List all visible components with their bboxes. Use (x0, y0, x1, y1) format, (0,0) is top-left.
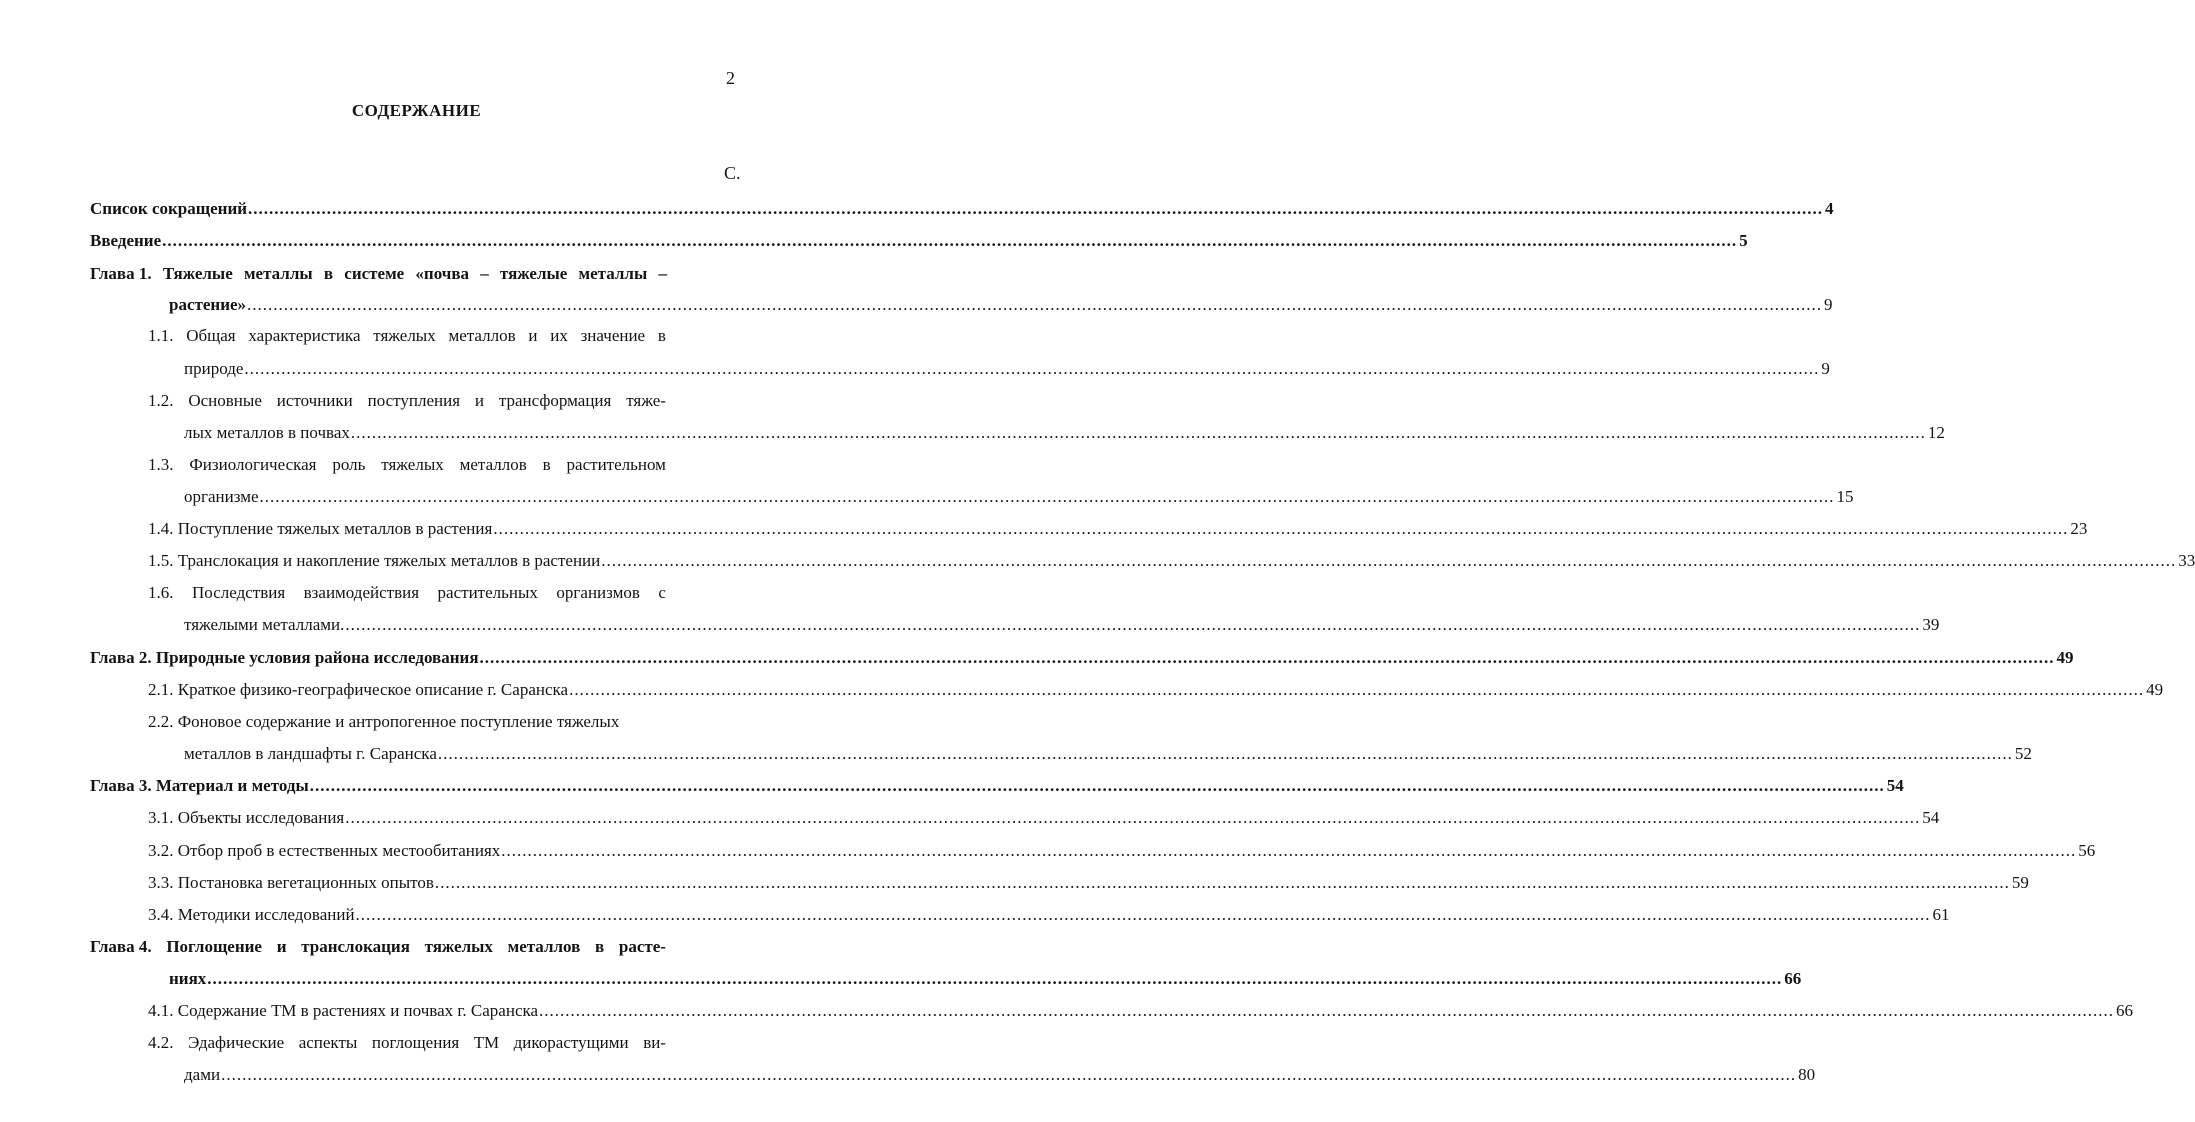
word: системе (344, 264, 405, 283)
word: дикорастущими (513, 1033, 629, 1052)
toc-entry-text: тяжелыми металлами. (184, 615, 345, 634)
toc-chapter-4-line1[interactable] (90, 936, 666, 958)
toc-section-4-2-line2[interactable] (184, 1064, 1816, 1086)
toc-entry-page: 23 (2070, 519, 2088, 538)
dot-leader: ............................................................................................................................................................................................................................................................................................................ (309, 776, 1885, 795)
toc-section-1-3-line2[interactable] (184, 486, 1854, 508)
toc-section-2-1[interactable] (148, 679, 2164, 701)
word: тяжелые (499, 264, 568, 283)
word: источники (276, 391, 353, 410)
toc-section-1-1-line1[interactable] (148, 325, 666, 347)
toc-chapter-3[interactable] (90, 775, 1904, 797)
page-column-header: С. (724, 163, 741, 183)
toc-chapter-1-line1[interactable] (90, 263, 667, 285)
toc-section-1-2-line2[interactable] (184, 422, 1945, 444)
dot-leader: ............................................................................................................................................................................................................................................................................................................ (479, 648, 2055, 667)
word: 1.6. (148, 583, 174, 602)
word: транслокация (301, 937, 410, 956)
dot-leader: ............................................................................................................................................................................................................................................................................................................ (247, 295, 1823, 314)
toc-entry-abbreviations[interactable] (90, 198, 1834, 220)
toc-entry-page: 66 (1784, 969, 1802, 988)
toc-entry-introduction[interactable] (90, 230, 1748, 252)
toc-entry-text: природе (184, 359, 244, 378)
dot-leader: ............................................................................................................................................................................................................................................................................................................ (345, 615, 1921, 634)
word: и (474, 391, 484, 410)
dot-leader: ............................................................................................................................................................................................................................................................................................................ (569, 680, 2145, 699)
word: Эдафические (188, 1033, 285, 1052)
toc-section-3-3[interactable] (148, 872, 2029, 894)
dot-leader: ............................................................................................................................................................................................................................................................................................................ (601, 551, 2177, 570)
toc-entry-page: 52 (2014, 744, 2032, 763)
toc-entry-text: 4.1. Содержание ТМ в растениях и почвах г. Саранска (148, 1001, 539, 1020)
toc-entry-text: организме (184, 487, 259, 506)
toc-entry-page: 66 (2116, 1001, 2134, 1020)
word: ви- (643, 1033, 666, 1052)
dot-leader: ............................................................................................................................................................................................................................................................................................................ (437, 744, 2013, 763)
word: Общая (186, 326, 236, 345)
toc-section-4-1[interactable] (148, 1000, 2134, 1022)
word: Физиологическая (189, 455, 317, 474)
toc-entry-text: 2.1. Краткое физико-географическое описание г. Саранска (148, 680, 569, 699)
toc-entry-text: 1.4. Поступление тяжелых металлов в растения (148, 519, 493, 538)
word: Тяжелые (162, 264, 233, 283)
dot-leader: ............................................................................................................................................................................................................................................................................................................ (207, 969, 1783, 988)
word: аспекты (298, 1033, 358, 1052)
toc-entry-page: 54 (1886, 776, 1904, 795)
toc-entry-page: 15 (1836, 487, 1854, 506)
toc-entry-page: 39 (1922, 615, 1940, 634)
word: характеристика (248, 326, 361, 345)
word: поступления (367, 391, 461, 410)
toc-entry-text: дами (184, 1065, 221, 1084)
toc-section-2-2-line1[interactable]: 2.2. Фоновое содержание и антропогенное поступление тяжелых (148, 712, 620, 731)
toc-section-4-2-line1[interactable] (148, 1032, 666, 1054)
toc-entry-text: Введение (90, 231, 162, 250)
word: Последствия (192, 583, 286, 602)
toc-section-3-1[interactable] (148, 807, 1940, 829)
word: расте- (618, 937, 666, 956)
toc-entry-page: 12 (1927, 423, 1945, 442)
toc-entry-page: 59 (2011, 873, 2029, 892)
toc-entry-text: 1.5. Транслокация и накопление тяжелых металлов в растении (148, 551, 601, 570)
toc-entry-text: металлов в ландшафты г. Саранска (184, 744, 437, 763)
word: Глава 1. (90, 264, 152, 283)
toc-section-1-2-line1[interactable] (148, 390, 666, 412)
toc-entry-page: 33 (2178, 551, 2195, 570)
page-number: 2 (726, 68, 735, 88)
word: 1.1. (148, 326, 174, 345)
toc-chapter-4-line2[interactable] (169, 968, 1802, 990)
toc-entry-text: 3.4. Методики исследований (148, 905, 355, 924)
word: значение (580, 326, 646, 345)
toc-entry-text: 3.1. Объекты исследования (148, 808, 345, 827)
toc-section-1-6-line1[interactable] (148, 582, 666, 604)
toc-section-3-2[interactable] (148, 840, 2096, 862)
dot-leader: ............................................................................................................................................................................................................................................................................................................ (259, 487, 1835, 506)
word: Основные (188, 391, 262, 410)
dot-leader: ............................................................................................................................................................................................................................................................................................................ (539, 1001, 2115, 1020)
toc-entry-page: 56 (2078, 841, 2096, 860)
toc-entry-text: 3.2. Отбор проб в естественных местообитаниях (148, 841, 501, 860)
toc-section-1-6-line2[interactable] (184, 614, 1940, 636)
word: тяжелых (424, 937, 493, 956)
toc-entry-page: 49 (2146, 680, 2164, 699)
word: поглощения (371, 1033, 460, 1052)
word: взаимодействия (303, 583, 420, 602)
word: металлов (507, 937, 581, 956)
word: металлов (459, 455, 527, 474)
word: тяжелых (381, 455, 444, 474)
dot-leader: ............................................................................................................................................................................................................................................................................................................ (501, 841, 2077, 860)
toc-section-1-4[interactable] (148, 518, 2088, 540)
toc-entry-page: 54 (1922, 808, 1940, 827)
toc-entry-page: 9 (1824, 295, 1833, 314)
dot-leader: ............................................................................................................................................................................................................................................................................................................ (244, 359, 1820, 378)
toc-entry-page: 5 (1739, 231, 1748, 250)
word: их (550, 326, 568, 345)
word: 4.2. (148, 1033, 174, 1052)
word: металлы (578, 264, 648, 283)
word: и (528, 326, 538, 345)
toc-section-2-2-line2[interactable] (184, 743, 2032, 765)
toc-entry-page: 61 (1932, 905, 1950, 924)
word: тяже- (626, 391, 666, 410)
word: в (542, 455, 551, 474)
word: с (658, 583, 666, 602)
toc-entry-text: 3.3. Постановка вегетационных опытов (148, 873, 434, 892)
dot-leader: ............................................................................................................................................................................................................................................................................................................ (248, 199, 1824, 218)
dot-leader: ............................................................................................................................................................................................................................................................................................................ (434, 873, 2010, 892)
word: ТМ (473, 1033, 500, 1052)
word: растительном (566, 455, 666, 474)
word: металлов (448, 326, 516, 345)
toc-entry-text: ниях (169, 969, 207, 988)
word: роль (332, 455, 366, 474)
word: 1.2. (148, 391, 174, 410)
word: тяжелых (373, 326, 436, 345)
toc-entry-page: 80 (1798, 1065, 1816, 1084)
toc-section-1-5[interactable] (148, 550, 2195, 572)
toc-entry-page: 49 (2056, 648, 2074, 667)
toc-entry-text: лых металлов в почвах (184, 423, 350, 442)
word: растительных (437, 583, 538, 602)
word: в (594, 937, 605, 956)
toc-entry-text: растение» (169, 295, 247, 314)
word: «почва (415, 264, 470, 283)
toc-entry-text: Глава 3. Материал и методы (90, 776, 309, 795)
toc-section-1-1-line2[interactable] (184, 358, 1830, 380)
dot-leader: ............................................................................................................................................................................................................................................................................................................ (355, 905, 1931, 924)
word: в (323, 264, 334, 283)
word: Глава 4. (90, 937, 152, 956)
word: и (276, 937, 287, 956)
word: организмов (556, 583, 640, 602)
word: – (480, 264, 489, 283)
toc-entry-page: 4 (1825, 199, 1834, 218)
word: Поглощение (166, 937, 262, 956)
page-title: СОДЕРЖАНИЕ (351, 101, 482, 120)
toc-chapter-1-line2[interactable] (169, 294, 1833, 316)
dot-leader: ............................................................................................................................................................................................................................................................................................................ (345, 808, 1921, 827)
toc-entry-page: 9 (1821, 359, 1830, 378)
toc-entry-text: Список сокращений (90, 199, 248, 218)
word: 1.3. (148, 455, 174, 474)
toc-section-3-4[interactable] (148, 904, 1950, 926)
toc-chapter-2[interactable] (90, 647, 2074, 669)
dot-leader: ............................................................................................................................................................................................................................................................................................................ (221, 1065, 1797, 1084)
dot-leader: ............................................................................................................................................................................................................................................................................................................ (350, 423, 1926, 442)
toc-entry-text: Глава 2. Природные условия района исследования (90, 648, 479, 667)
dot-leader: ............................................................................................................................................................................................................................................................................................................ (493, 519, 2069, 538)
toc-section-1-3-line1[interactable] (148, 454, 666, 476)
word: – (658, 264, 667, 283)
word: металлы (243, 264, 313, 283)
word: трансформация (498, 391, 612, 410)
dot-leader: ............................................................................................................................................................................................................................................................................................................ (162, 231, 1738, 250)
word: в (657, 326, 666, 345)
